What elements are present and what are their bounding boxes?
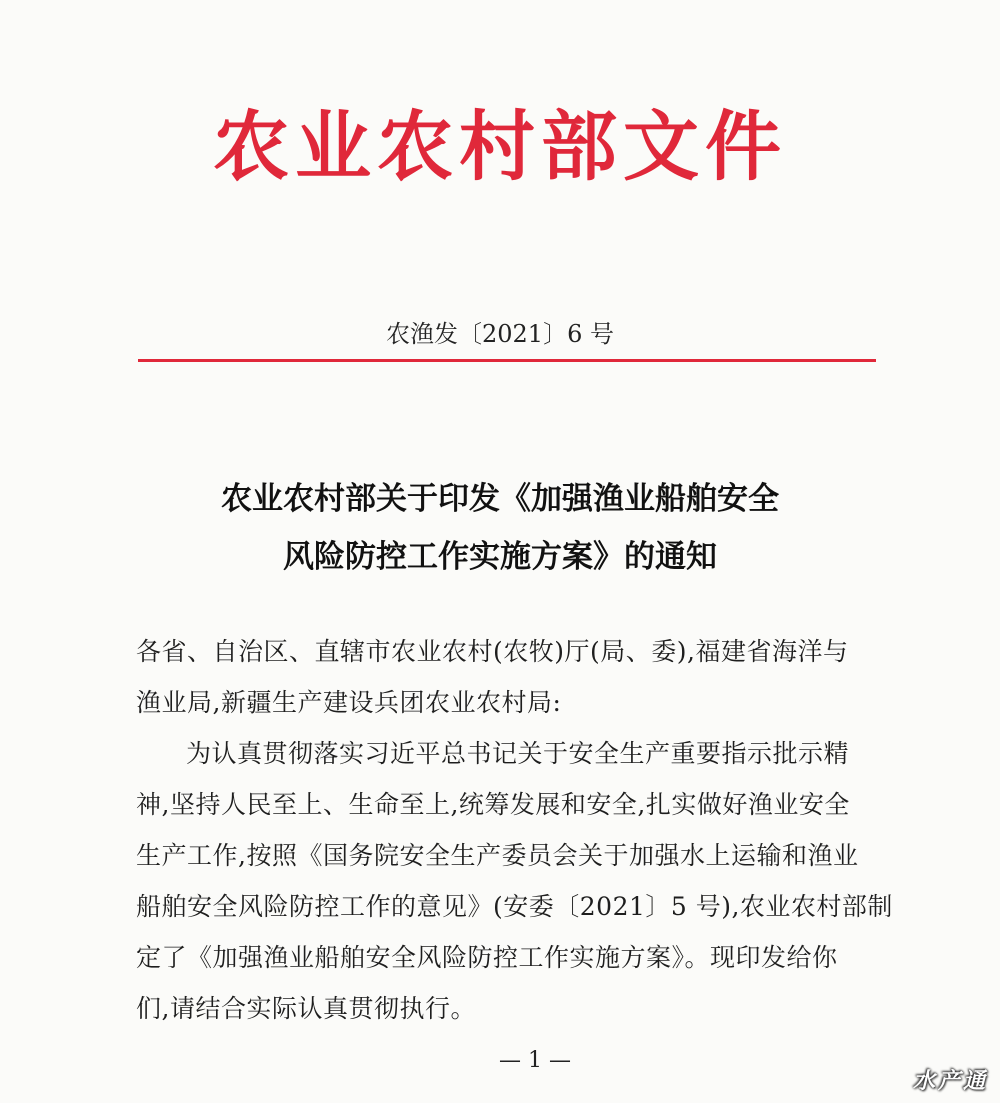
red-divider-line <box>138 359 876 362</box>
notice-title-line-2: 风险防控工作实施方案》的通知 <box>283 539 717 575</box>
body-line-8: 们,请结合实际认真贯彻执行。 <box>136 994 476 1023</box>
notice-title <box>0 470 1000 586</box>
body-line-7: 定了《加强渔业船舶安全风险防控工作实施方案》。现印发给你 <box>136 943 838 972</box>
body-line-4: 神,坚持人民至上、生命至上,统筹发展和安全,扎实做好渔业安全 <box>136 790 850 819</box>
body-line-3: 为认真贯彻落实习近平总书记关于安全生产重要指示批示精 <box>186 739 850 768</box>
page-number: — 1 — <box>499 1048 571 1073</box>
body-line-1: 各省、自治区、直辖市农业农村(农牧)厅(局、委),福建省海洋与 <box>136 637 849 666</box>
body-line-5: 生产工作,按照《国务院安全生产委员会关于加强水上运输和渔业 <box>136 841 859 870</box>
document-number: 农渔发〔2021〕6 号 <box>386 320 614 348</box>
notice-body <box>136 626 893 1034</box>
watermark-logo: 水产通 <box>912 1069 988 1094</box>
issuer-masthead: 农业农村部文件 <box>213 102 787 191</box>
body-line-2: 渔业局,新疆生产建设兵团农业农村局: <box>136 688 562 717</box>
body-line-6: 船舶安全风险防控工作的意见》(安委〔2021〕5 号),农业农村部制 <box>136 892 893 921</box>
notice-title-line-1: 农业农村部关于印发《加强渔业船舶安全 <box>221 481 779 517</box>
